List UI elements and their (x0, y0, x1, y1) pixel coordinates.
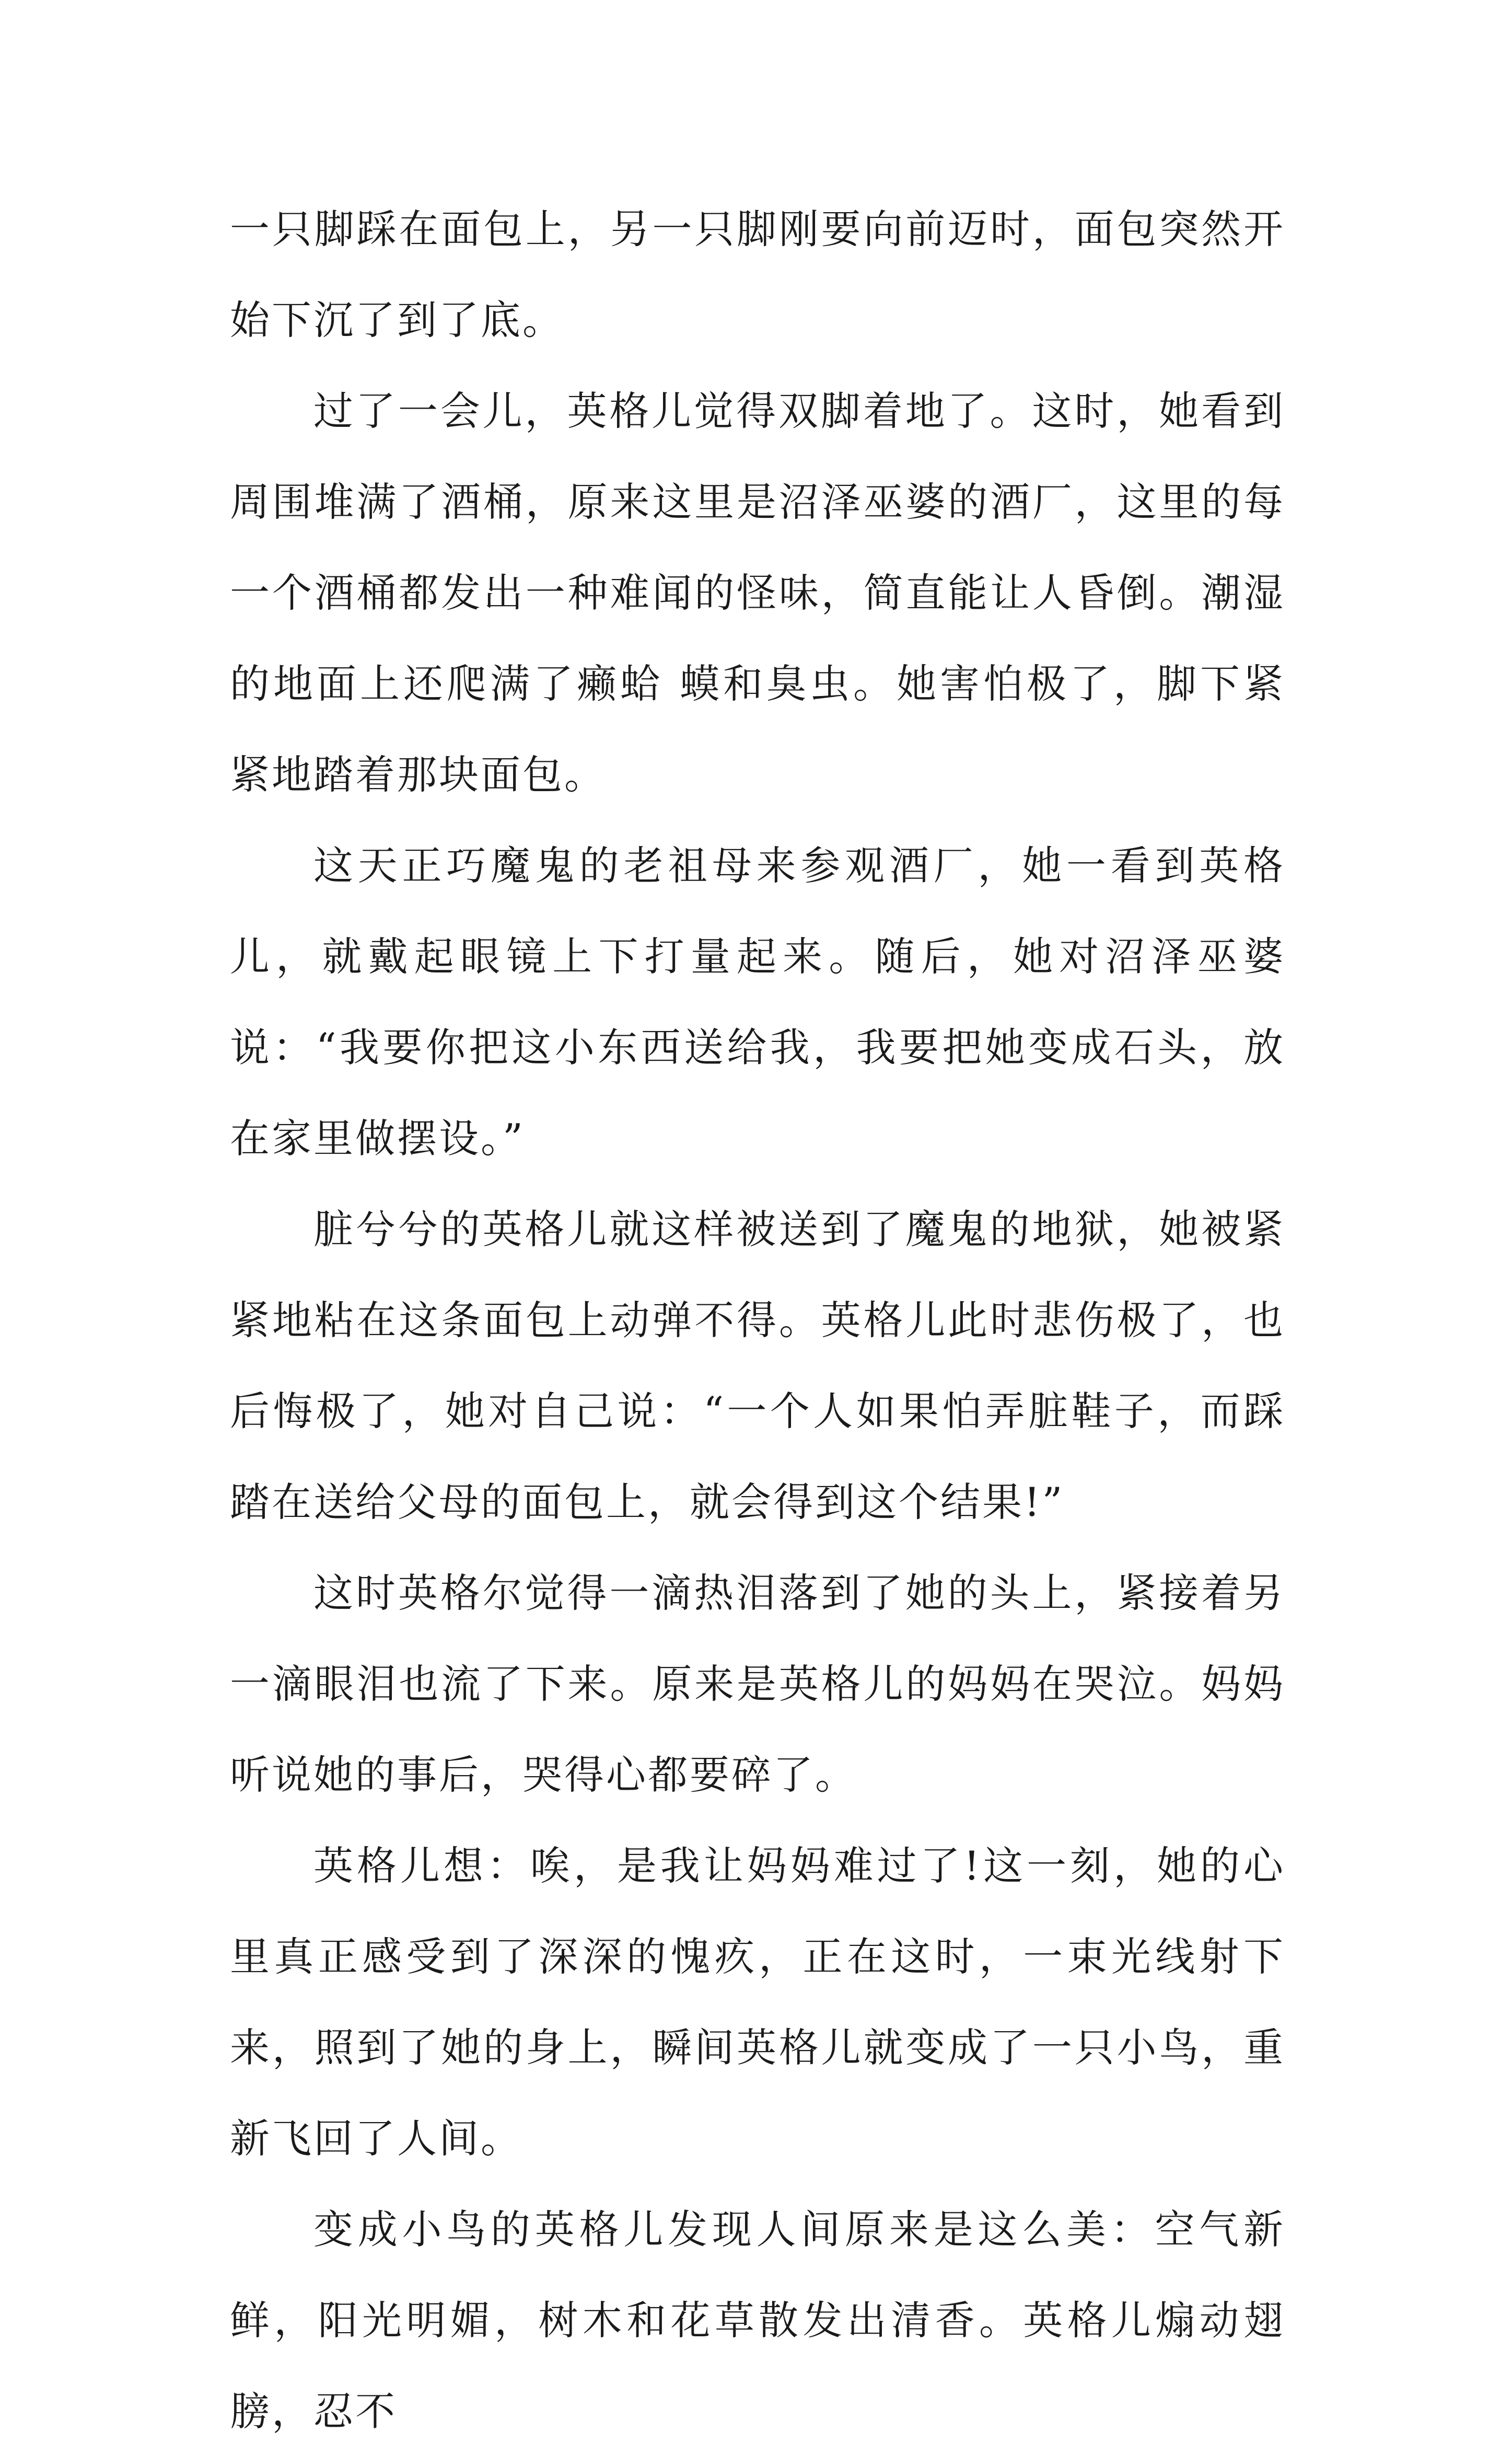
paragraph: 英格儿想：唉，是我让妈妈难过了!这一刻，她的心里真正感受到了深深的愧疚，正在这时，一束光线射下来，照到了她的身上，瞬间英格儿就变成了一只小鸟，重新飞回了人间。 (230, 1842, 1285, 2162)
paragraph: 脏兮兮的英格儿就这样被送到了魔鬼的地狱，她被紧紧地粘在这条面包上动弹不得。英格儿此时悲伤极了，也后悔极了，她对自己说：“一个人如果怕弄脏鞋子，而踩踏在送给父母的面包上，就会得到这个结果!” (230, 1206, 1285, 1525)
paragraph: 过了一会儿，英格儿觉得双脚着地了。这时，她看到周围堆满了酒桶，原来这里是沼泽巫婆的酒厂，这里的每一个酒桶都发出一种难闻的怪味，简直能让人昏倒。潮湿的地面上还爬满了癞蛤 蟆和臭虫。她害怕极了，脚下紧紧地踏着那块面包。 (230, 388, 1285, 798)
paragraph-continuation: 一只脚踩在面包上，另一只脚刚要向前迈时，面包突然开始下沉了到了底。 (230, 206, 1285, 343)
body-text (230, 184, 1285, 2457)
paragraph: 这天正巧魔鬼的老祖母来参观酒厂，她一看到英格儿，就戴起眼镜上下打量起来。随后，她对沼泽巫婆说：“我要你把这小东西送给我，我要把她变成石头，放在家里做摆设。” (230, 842, 1285, 1162)
paragraph: 这时英格尔觉得一滴热泪落到了她的头上，紧接着另一滴眼泪也流了下来。原来是英格儿的妈妈在哭泣。妈妈听说她的事后，哭得心都要碎了。 (230, 1570, 1285, 1798)
paragraph: 变成小鸟的英格儿发现人间原来是这么美：空气新鲜，阳光明媚，树木和花草散发出清香。英格儿煽动翅膀，忍不 (230, 2206, 1285, 2435)
